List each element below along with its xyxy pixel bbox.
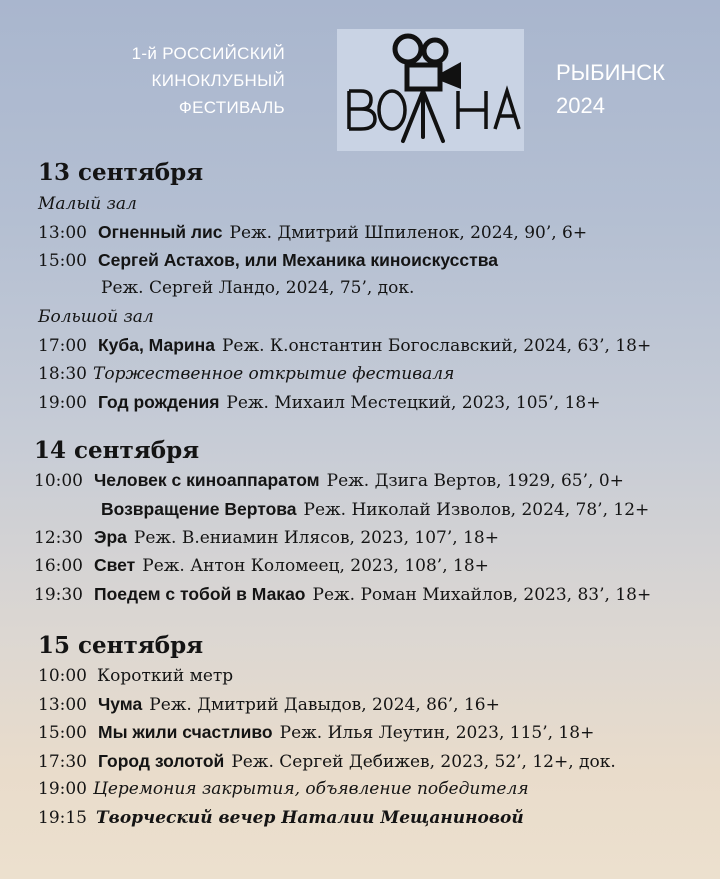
schedule-row bbox=[38, 333, 651, 358]
film-info: Реж. Дмитрий Давыдов, 2024, 86’, 16+ bbox=[149, 695, 500, 715]
film-info: Реж. Николай Изволов, 2024, 78’, 12+ bbox=[303, 500, 650, 520]
film-info: Реж. Дзига Вертов, 1929, 65’, 0+ bbox=[326, 471, 624, 491]
film-info: Реж. К.онстантин Богославский, 2024, 63’, 18+ bbox=[221, 336, 652, 356]
time: 13:00 bbox=[38, 223, 87, 243]
film-title: Человек с киноаппаратом bbox=[94, 470, 320, 490]
festival-subtitle bbox=[0, 40, 285, 121]
subtitle-line: КИНОКЛУБНЫЙ bbox=[151, 71, 285, 90]
schedule-row bbox=[38, 390, 600, 415]
film-info: Реж. Антон Коломеец, 2023, 108’, 18+ bbox=[142, 556, 489, 576]
schedule-row bbox=[38, 749, 616, 774]
time: 10:00 bbox=[34, 471, 83, 491]
film-title: Эра bbox=[94, 527, 127, 547]
film-title: Город золотой bbox=[98, 751, 225, 771]
schedule-row bbox=[38, 362, 454, 386]
film-title: Куба, Марина bbox=[98, 335, 215, 355]
schedule-row bbox=[38, 248, 505, 273]
time: 18:30 bbox=[38, 364, 87, 384]
film-info: Реж. Сергей Дебижев, 2023, 52’, 12+, док. bbox=[231, 752, 616, 772]
subtitle-line: ФЕСТИВАЛЬ bbox=[178, 98, 285, 117]
schedule-row bbox=[38, 220, 587, 245]
film-camera-icon bbox=[337, 29, 524, 151]
film-info: Реж. Роман Михайлов, 2023, 83’, 18+ bbox=[312, 585, 652, 605]
time: 17:00 bbox=[38, 336, 87, 356]
time: 19:00 bbox=[38, 393, 87, 413]
schedule-row bbox=[38, 664, 233, 688]
schedule-row bbox=[38, 720, 594, 745]
day-heading: 14 сентября bbox=[34, 437, 200, 464]
special-event-title: Творческий вечер Наталии Мещаниновой bbox=[96, 808, 524, 828]
schedule-row bbox=[90, 497, 649, 522]
time: 15:00 bbox=[38, 723, 87, 743]
schedule-row bbox=[34, 525, 499, 550]
day-heading: 13 сентября bbox=[38, 159, 204, 186]
time: 19:15 bbox=[38, 808, 87, 828]
film-info: Реж. Михаил Местецкий, 2023, 105’, 18+ bbox=[226, 393, 601, 413]
event-title: Торжественное открытие фестиваля bbox=[93, 364, 455, 384]
schedule-row bbox=[34, 582, 651, 607]
schedule-row bbox=[34, 468, 624, 493]
film-title: Чума bbox=[98, 694, 143, 714]
hall-label: Большой зал bbox=[38, 307, 154, 327]
film-info: Реж. Дмитрий Шпиленок, 2024, 90’, 6+ bbox=[229, 223, 588, 243]
film-title: Возвращение Вертова bbox=[101, 499, 297, 519]
film-title: Свет bbox=[94, 555, 136, 575]
day-heading: 15 сентября bbox=[38, 632, 204, 659]
time: 19:00 bbox=[38, 779, 87, 799]
schedule-row bbox=[38, 692, 500, 717]
film-info: Реж. В.ениамин Илясов, 2023, 107’, 18+ bbox=[133, 528, 499, 548]
festival-place bbox=[556, 56, 665, 122]
film-title: Год рождения bbox=[98, 392, 220, 412]
city: РЫБИНСК bbox=[556, 60, 665, 85]
film-title: Мы жили счастливо bbox=[98, 722, 273, 742]
subtitle-line: 1-й РОССИЙСКИЙ bbox=[131, 44, 285, 63]
schedule-row bbox=[38, 777, 529, 801]
time: 16:00 bbox=[34, 556, 83, 576]
schedule-row bbox=[34, 553, 489, 578]
film-title: Сергей Астахов, или Механика киноискусства bbox=[98, 250, 498, 270]
festival-logo bbox=[337, 29, 524, 151]
schedule-row bbox=[38, 806, 524, 830]
hall-label: Малый зал bbox=[38, 194, 137, 214]
program-title: Короткий метр bbox=[97, 666, 234, 686]
time: 13:00 bbox=[38, 695, 87, 715]
film-title: Огненный лис bbox=[98, 222, 223, 242]
film-title: Поедем с тобой в Макао bbox=[94, 584, 306, 604]
film-info-line: Реж. Сергей Ландо, 2024, 75’, док. bbox=[101, 278, 415, 298]
time: 10:00 bbox=[38, 666, 87, 686]
year: 2024 bbox=[556, 93, 605, 118]
time: 17:30 bbox=[38, 752, 87, 772]
film-info: Реж. Илья Леутин, 2023, 115’, 18+ bbox=[279, 723, 595, 743]
time: 19:30 bbox=[34, 585, 83, 605]
time: 15:00 bbox=[38, 251, 87, 271]
time: 12:30 bbox=[34, 528, 83, 548]
event-title: Церемония закрытия, объявление победителя bbox=[93, 779, 529, 799]
